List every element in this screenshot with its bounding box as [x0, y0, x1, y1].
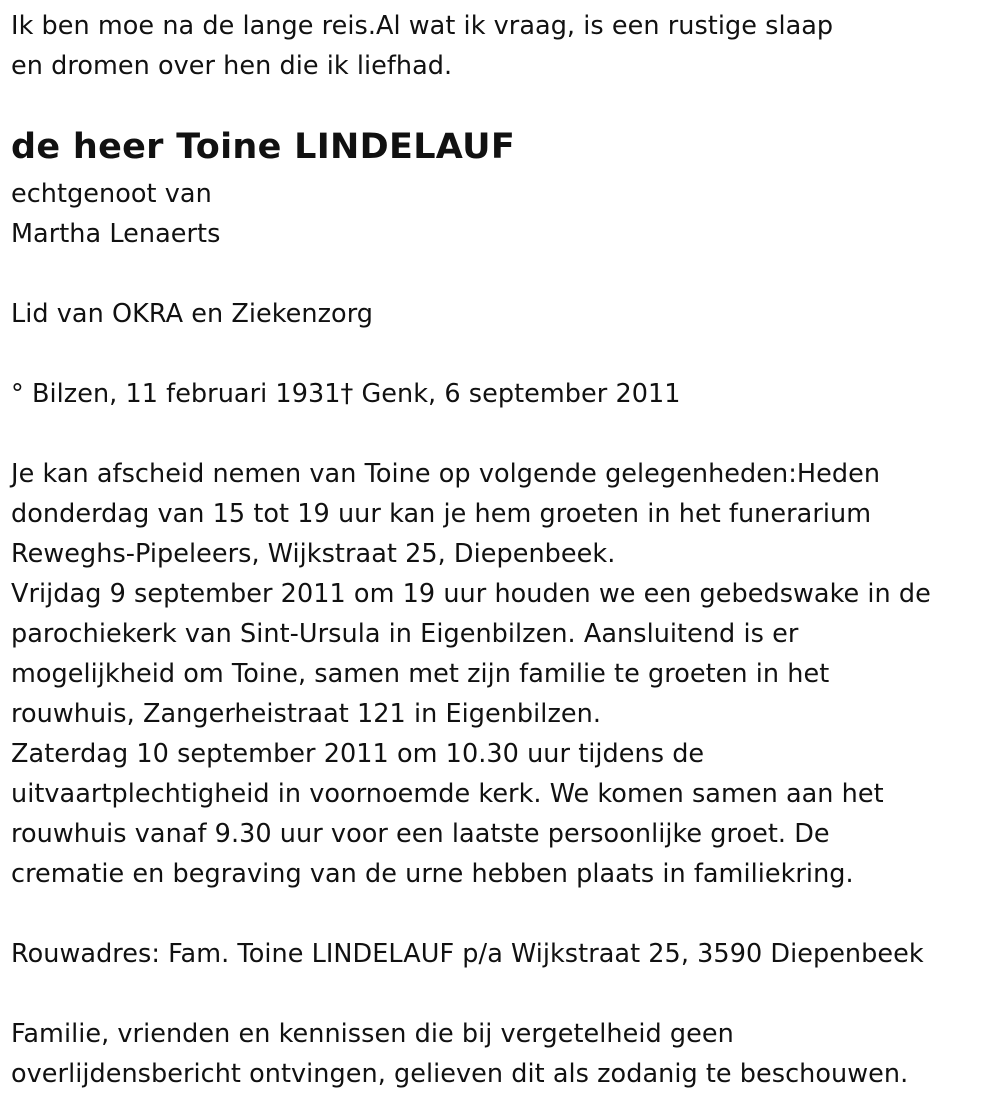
- ceremony-line: Vrijdag 9 september 2011 om 19 uur houden we een gebedswake in de: [11, 579, 931, 609]
- birth-death-dates: ° Bilzen, 11 februari 1931† Genk, 6 september 2011: [11, 379, 681, 409]
- spacer: [11, 334, 931, 374]
- spouse-label: echtgenoot van: [11, 179, 212, 209]
- spacer: [11, 974, 931, 1014]
- ceremony-line: Zaterdag 10 september 2011 om 10.30 uur tijdens de: [11, 739, 705, 769]
- deceased-name-block: [11, 127, 515, 167]
- ceremony-line: rouwhuis vanaf 9.30 uur voor een laatste persoonlijke groet. De: [11, 819, 830, 849]
- ceremony-line: uitvaartplechtigheid in voornoemde kerk. We komen samen aan het: [11, 779, 884, 809]
- spacer: [11, 254, 931, 294]
- spacer: [11, 414, 931, 454]
- ceremony-line: rouwhuis, Zangerheistraat 121 in Eigenbilzen.: [11, 699, 601, 729]
- membership-line: Lid van OKRA en Ziekenzorg: [11, 299, 374, 329]
- spouse-name: Martha Lenaerts: [11, 219, 221, 249]
- ceremony-line: Je kan afscheid nemen van Toine op volgende gelegenheden:Heden: [11, 459, 881, 489]
- ceremony-details: [11, 454, 931, 894]
- mourning-address: Rouwadres: Fam. Toine LINDELAUF p/a Wijkstraat 25, 3590 Diepenbeek: [11, 939, 924, 969]
- ceremony-line: parochiekerk van Sint-Ursula in Eigenbilzen. Aansluitend is er: [11, 619, 799, 649]
- closing-note: [11, 1014, 931, 1094]
- notice-body: [11, 174, 931, 1094]
- ceremony-line: mogelijkheid om Toine, samen met zijn familie te groeten in het: [11, 659, 830, 689]
- deceased-name: de heer Toine LINDELAUF: [11, 127, 516, 167]
- ceremony-line: crematie en begraving van de urne hebben plaats in familiekring.: [11, 859, 854, 889]
- spacer: [11, 894, 931, 934]
- ceremony-line: Reweghs-Pipeleers, Wijkstraat 25, Diepenbeek.: [11, 539, 616, 569]
- ceremony-line: donderdag van 15 tot 19 uur kan je hem groeten in het funerarium: [11, 499, 872, 529]
- closing-line: overlijdensbericht ontvingen, gelieven dit als zodanig te beschouwen.: [11, 1059, 909, 1089]
- opening-line: en dromen over hen die ik liefhad.: [11, 51, 453, 81]
- opening-verse: [11, 6, 833, 86]
- opening-line: Ik ben moe na de lange reis.Al wat ik vraag, is een rustige slaap: [11, 11, 834, 41]
- closing-line: Familie, vrienden en kennissen die bij vergetelheid geen: [11, 1019, 734, 1049]
